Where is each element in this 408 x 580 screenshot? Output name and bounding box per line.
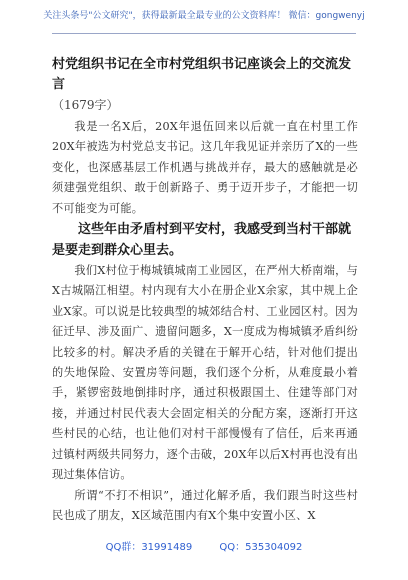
paragraph-friends: 所谓“不打不相识”，通过化解矛盾，我们跟当时这些村民也成了朋友，X区域范围内有X个集中安置小区、X <box>52 488 358 522</box>
document-body <box>52 55 358 526</box>
paragraph-intro: 我是一名X后，20X年退伍回来以后就一直在村里工作20X年被选为村党总支书记。这几年我见证并亲历了X的一些变化，也深感基层工作机遇与挑战并存，最大的感触就是必须建强党组织、敢于创新路子、勇于迈开步子，才能把一切不可能变为可能。 <box>52 120 358 215</box>
footer-contact <box>0 538 408 553</box>
paragraph-village: 我们X村位于梅城镇城南工业园区，在严州大桥南端，与X古城隔江相望。村内现有大小在册企业X余家，其中规上企业X家。可以说是比较典型的城郊结合村、工业园区村。因为征迁早、涉及面广、遗留问题多，X一度成为梅城镇矛盾纠纷比较多的村。解决矛盾的关键在于解开心结，针对他们提出的失地保险、安置房等问题，我们逐个分析，从难度最小着手，紧锣密鼓地倒排时序，通过积极跟国土、住建等部门对接，并通过村民代表大会固定相关的分配方案，逐渐打开这些村民的心结，也让他们对村干部慢慢有了信任，后来再通过镇村两级共同努力，逐个击破，20X年以后X村再也没有出现过集体信访。 <box>52 264 358 482</box>
header-notice: 关注头条号"公文研究"，获得最新最全最专业的公文资料库！ 微信：gongwenyj <box>43 11 365 21</box>
footer-qq-group: QQ群：31991489 <box>105 542 193 553</box>
section-heading: 这些年由矛盾村到平安村，我感受到当村干部就是要走到群众心里去。 <box>52 222 352 259</box>
document-title: 村党组织书记在全市村党组织书记座谈会上的交流发言 <box>52 57 352 92</box>
footer-qq: QQ：535304092 <box>219 542 303 553</box>
header-divider <box>52 33 356 34</box>
word-count: （1679字） <box>52 98 119 112</box>
